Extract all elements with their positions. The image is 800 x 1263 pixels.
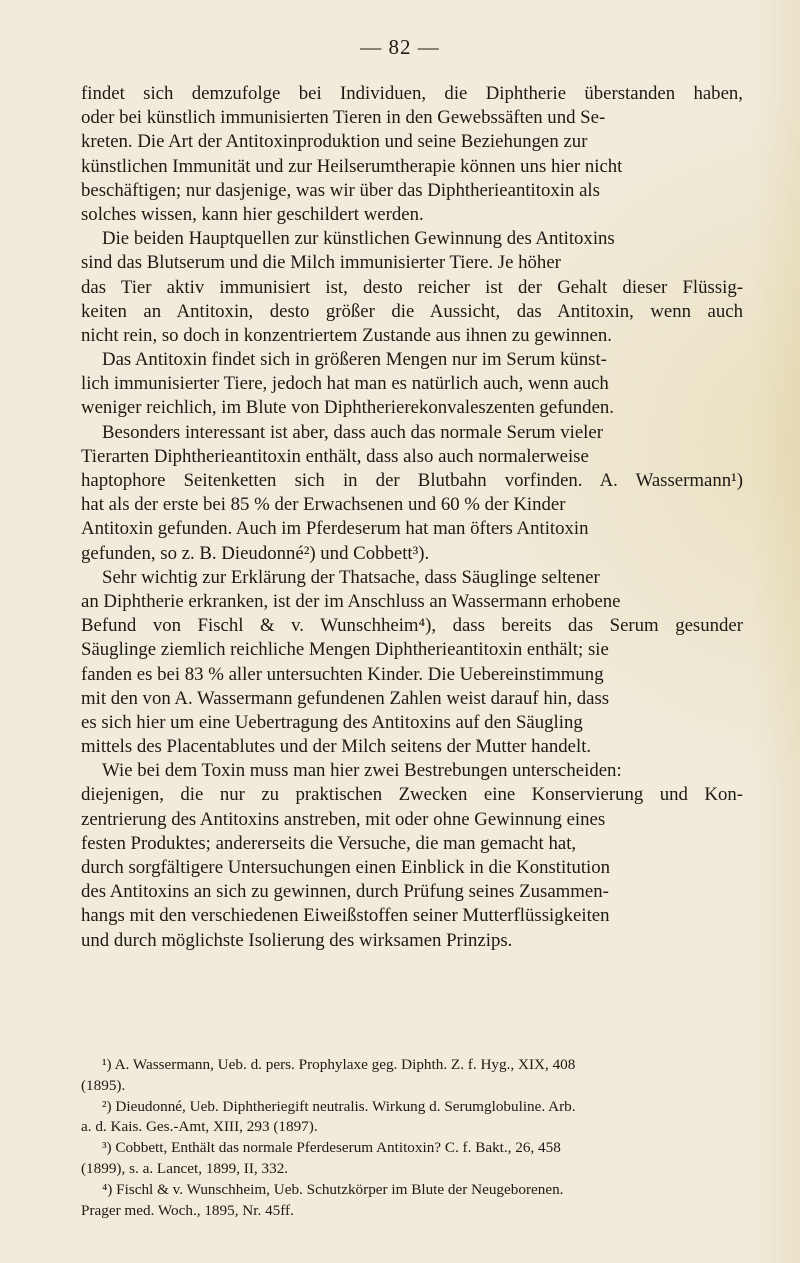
- text-line: zentrierung des Antitoxins anstreben, mit oder ohne Gewinnung eines: [81, 808, 606, 830]
- text-line: Die beiden Hauptquellen zur künstlichen Gewinnung des Antitoxins: [102, 228, 615, 250]
- footnote-line: a. d. Kais. Ges.-Amt, XIII, 293 (1897).: [81, 1118, 318, 1136]
- text-line: mit den von A. Wassermann gefundenen Zahlen weist darauf hin, dass: [81, 687, 610, 709]
- text-line: Wie bei dem Toxin muss man hier zwei Bestrebungen unterscheiden:: [102, 760, 622, 782]
- text-line: künstlichen Immunität und zur Heilserumtherapie können uns hier nicht: [81, 155, 623, 177]
- footnote-line: ³) Cobbett, Enthält das normale Pferdeserum Antitoxin? C. f. Bakt., 26, 458: [102, 1139, 561, 1157]
- text-line: Befund von Fischl & v. Wunschheim⁴), dass bereits das Serum gesunder: [81, 615, 743, 637]
- footnote-line: (1899), s. a. Lancet, 1899, II, 332.: [81, 1159, 289, 1177]
- text-line: durch sorgfältigere Untersuchungen einen Einblick in die Konstitution: [81, 857, 611, 878]
- body-text: [81, 82, 743, 953]
- page-number: — 82 —: [360, 35, 440, 59]
- text-line: diejenigen, die nur zu praktischen Zwecken eine Konservierung und Kon-: [81, 784, 743, 806]
- text-line: mittels des Placentablutes und der Milch seitens der Mutter handelt.: [81, 736, 592, 758]
- text-line: Besonders interessant ist aber, dass auch das normale Serum vieler: [102, 421, 603, 443]
- text-line: Sehr wichtig zur Erklärung der Thatsache, dass Säuglinge seltener: [102, 566, 600, 588]
- text-line: es sich hier um eine Uebertragung des Antitoxins auf den Säugling: [81, 711, 583, 733]
- footnote-line: ⁴) Fischl & v. Wunschheim, Ueb. Schutzkörper im Blute der Neugeborenen.: [102, 1180, 564, 1198]
- text-line: festen Produktes; andererseits die Versuche, die man gemacht hat,: [81, 832, 577, 854]
- text-line: Das Antitoxin findet sich in größeren Mengen nur im Serum künst-: [102, 349, 607, 371]
- text-line: hat als der erste bei 85 % der Erwachsenen und 60 % der Kinder: [81, 494, 566, 516]
- footnote-line: ²) Dieudonné, Ueb. Diphtheriegift neutralis. Wirkung d. Serumglobuline. Arb.: [102, 1097, 576, 1115]
- footnotes: [81, 1055, 743, 1221]
- text-line: Tierarten Diphtherieantitoxin enthält, dass also auch normalerweise: [81, 445, 589, 467]
- text-line: beschäftigen; nur dasjenige, was wir über das Diphtherieantitoxin als: [81, 179, 600, 201]
- text-line: lich immunisierter Tiere, jedoch hat man es natürlich auch, wenn auch: [81, 373, 609, 395]
- text-line: sind das Blutserum und die Milch immunisierter Tiere. Je höher: [81, 252, 561, 274]
- text-line: an Diphtherie erkranken, ist der im Anschluss an Wassermann erhobene: [81, 590, 621, 612]
- text-line: kreten. Die Art der Antitoxinproduktion und seine Beziehungen zur: [81, 131, 588, 153]
- text-line: weniger reichlich, im Blute von Diphtherierekonvaleszenten gefunden.: [81, 397, 614, 419]
- text-line: Antitoxin gefunden. Auch im Pferdeserum hat man öfters Antitoxin: [81, 518, 589, 540]
- text-line: des Antitoxins an sich zu gewinnen, durch Prüfung seines Zusammen-: [81, 881, 609, 903]
- text-line: findet sich demzufolge bei Individuen, die Diphtherie überstanden haben,: [81, 83, 743, 104]
- footnote-line: (1895).: [81, 1076, 126, 1094]
- text-line: haptophore Seitenketten sich in der Blutbahn vorfinden. A. Wassermann¹): [81, 470, 743, 491]
- text-line: hangs mit den verschiedenen Eiweißstoffen seiner Mutterflüssigkeiten: [81, 905, 610, 927]
- text-line: und durch möglichste Isolierung des wirksamen Prinzips.: [81, 929, 513, 951]
- footnote-line: Prager med. Woch., 1895, Nr. 45ff.: [81, 1201, 294, 1219]
- text-line: nicht rein, so doch in konzentriertem Zustande aus ihnen zu gewinnen.: [81, 324, 612, 346]
- text-line: das Tier aktiv immunisiert ist, desto reicher ist der Gehalt dieser Flüssig-: [81, 276, 743, 298]
- text-line: Säuglinge ziemlich reichliche Mengen Diphtherieantitoxin enthält; sie: [81, 639, 609, 661]
- text-line: gefunden, so z. B. Dieudonné²) und Cobbett³).: [81, 542, 430, 564]
- text-line: keiten an Antitoxin, desto größer die Aussicht, das Antitoxin, wenn auch: [81, 300, 743, 322]
- text-line: oder bei künstlich immunisierten Tieren in den Gewebssäften und Se-: [81, 107, 606, 129]
- text-line: fanden es bei 83 % aller untersuchten Kinder. Die Uebereinstimmung: [81, 663, 604, 685]
- text-line: solches wissen, kann hier geschildert werden.: [81, 203, 424, 225]
- footnote-line: ¹) A. Wassermann, Ueb. d. pers. Prophylaxe geg. Diphth. Z. f. Hyg., XIX, 408: [102, 1056, 576, 1073]
